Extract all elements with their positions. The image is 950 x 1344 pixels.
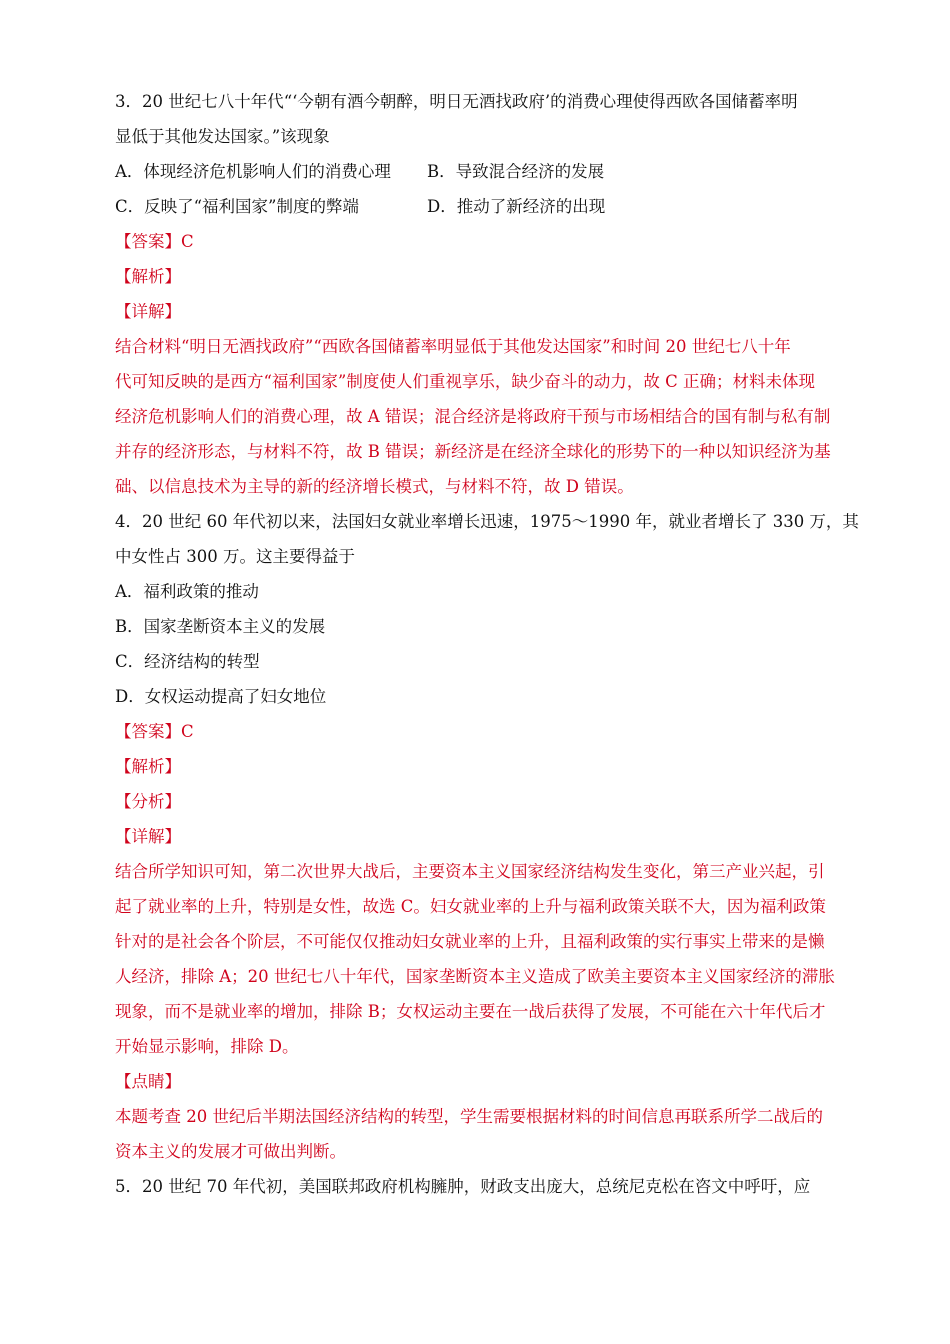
detail-line: 代可知反映的是西方“福利国家”制度使人们重视享乐，缺少奋斗的动力，故 C 正确；材料未体现 — [115, 372, 815, 391]
option-a: A．体现经济危机影响人们的消费心理 — [115, 162, 391, 181]
detail-line: 针对的是社会各个阶层，不可能仅仅推动妇女就业率的上升，且福利政策的实行事实上带来的是懒 — [115, 932, 825, 951]
option-b: B．国家垄断资本主义的发展 — [115, 617, 326, 636]
fenxi-label: 【分析】 — [115, 792, 181, 811]
dianjing-line: 本题考查 20 世纪后半期法国经济结构的转型，学生需要根据材料的时间信息再联系所学二战后的 — [115, 1107, 823, 1126]
answer-label: 【答案】C — [115, 232, 194, 251]
question-3 — [115, 84, 845, 504]
question-4 — [115, 504, 859, 1169]
detail-line: 经济危机影响人们的消费心理，故 A 错误；混合经济是将政府干预与市场相结合的国有制与私有制 — [115, 407, 831, 426]
option-d: D．推动了新经济的出现 — [427, 197, 606, 216]
detail-line: 并存的经济形态，与材料不符，故 B 错误；新经济是在经济全球化的形势下的一种以知识经济为基 — [115, 442, 831, 461]
analysis-label: 【解析】 — [115, 757, 181, 776]
options-row — [115, 154, 845, 189]
answer-label: 【答案】C — [115, 722, 194, 741]
detail-line: 人经济，排除 A；20 世纪七八十年代，国家垄断资本主义造成了欧美主要资本主义国家经济的滞胀 — [115, 967, 835, 986]
option-d: D．女权运动提高了妇女地位 — [115, 687, 327, 706]
detail-line: 现象，而不是就业率的增加，排除 B；女权运动主要在一战后获得了发展，不可能在六十年代后才 — [115, 1002, 826, 1021]
option-b: B．导致混合经济的发展 — [427, 162, 605, 181]
question-stem-line: 中女性占 300 万。这主要得益于 — [115, 547, 355, 566]
option-c: C．经济结构的转型 — [115, 652, 260, 671]
question-stem-line: 5．20 世纪 70 年代初，美国联邦政府机构臃肿，财政支出庞大，总统尼克松在咨文中呼吁，应 — [115, 1177, 811, 1196]
question-stem-line: 显低于其他发达国家。”该现象 — [115, 127, 330, 146]
analysis-label: 【解析】 — [115, 267, 181, 286]
detail-line: 础、以信息技术为主导的新的经济增长模式，与材料不符，故 D 错误。 — [115, 477, 634, 496]
options-row — [115, 189, 845, 224]
dianjing-line: 资本主义的发展才可做出判断。 — [115, 1142, 346, 1161]
detail-line: 开始显示影响，排除 D。 — [115, 1037, 299, 1056]
detail-label: 【详解】 — [115, 827, 181, 846]
question-5 — [115, 1169, 845, 1204]
document-content — [115, 84, 859, 1204]
detail-line: 起了就业率的上升，特别是女性，故选 C。妇女就业率的上升与福利政策关联不大，因为福利政策 — [115, 897, 826, 916]
detail-line: 结合所学知识可知，第二次世界大战后，主要资本主义国家经济结构发生变化，第三产业兴起，引 — [115, 862, 825, 881]
dianjing-label: 【点睛】 — [115, 1072, 181, 1091]
option-a: A．福利政策的推动 — [115, 582, 259, 601]
option-c: C．反映了“福利国家”制度的弊端 — [115, 197, 359, 216]
question-stem-line: 3．20 世纪七八十年代“‘今朝有酒今朝醉，明日无酒找政府’的消费心理使得西欧各国储蓄率明 — [115, 92, 798, 111]
detail-label: 【详解】 — [115, 302, 181, 321]
detail-line: 结合材料“明日无酒找政府”“西欧各国储蓄率明显低于其他发达国家”和时间 20 世纪七八十年 — [115, 337, 791, 356]
question-stem-line: 4．20 世纪 60 年代初以来，法国妇女就业率增长迅速，1975～1990 年，就业者增长了 330 万，其 — [115, 512, 859, 531]
